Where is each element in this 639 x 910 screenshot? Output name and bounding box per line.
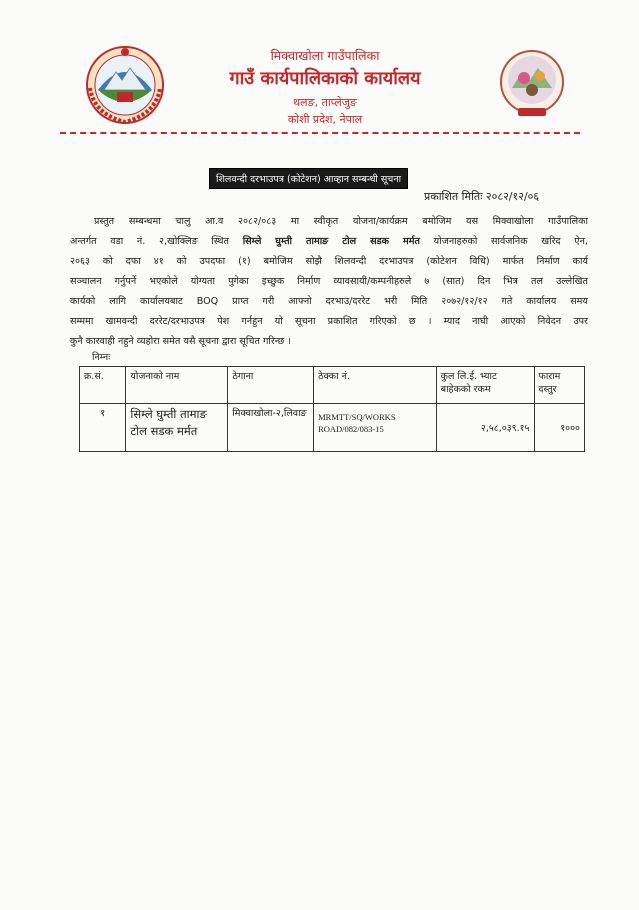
body-line: कार्यको लागि कार्यालयबाट BOQ प्राप्त गरी आफ्नो दरभाउ/दररेट भरी मिति २०७२/१२/१२ गते कार्यालय समय (70, 296, 588, 307)
table-row (80, 404, 585, 452)
body-line: प्रस्तुत सम्बन्धमा चालु आ.व २०८२/०८३ मा स्वीकृत योजना/कार्यक्रम बमोजिम यस मिक्वाखोला गाउँपालिका (94, 216, 588, 227)
header-amount: कुल लि.ई. भ्याट बाहेकको रकम (436, 367, 534, 404)
table-header-row (80, 367, 585, 404)
body-line: सम्ममा खामवन्दी दररेट/दरभाउपत्र पेश गर्नहुन यो सूचना प्रकाशित गरिएको छ । म्याद नाघी आएको निवेदन उपर (70, 316, 588, 327)
office-province: कोशी प्रदेश, नेपाल (287, 113, 363, 126)
header-project: योजनाको नाम (126, 367, 228, 404)
letterhead (180, 46, 470, 128)
notice-title: शिलवन्दी दरभाउपत्र (कोटेशन) आव्हान सम्बन्धी सूचना (209, 168, 408, 189)
cell-fee: १००० (534, 404, 585, 452)
project-table (79, 366, 585, 452)
header-divider (60, 132, 580, 134)
notice-body (70, 212, 588, 352)
body-line: २०६३ को दफा ४१ को उपदफा (१) बमोजिम सोझै शिलवन्दी दरभाउपत्र (कोटेशन विधि) मार्फत निर्माण कार्य (70, 256, 588, 267)
cell-amount: २,५८,०३९.१५ (436, 404, 534, 452)
body-line (70, 232, 588, 252)
body-line: कुनै कारवाही नहुने व्यहोरा समेत यसै सूचना द्वारा सूचित गरिन्छ । (70, 336, 291, 347)
body-text: योजनाहरुको सार्वजनिक खरिद ऐन, (419, 236, 588, 247)
cell-contract: MRMTT/SQ/WORKS ROAD/082/083-15 (314, 404, 437, 452)
project-name-emphasis: सिम्ले घुम्ती तामाङ टोल सडक मर्मत (242, 236, 420, 247)
office-name: गाउँ कार्यपालिकाको कार्यालय (229, 68, 421, 89)
header-fee: फाराम दस्तुर (534, 367, 585, 404)
published-date: प्रकाशित मितिः २०८२/१२/०६ (424, 190, 540, 203)
office-location: थलङ, ताप्लेजुङ (293, 96, 357, 109)
cell-sn: १ (80, 404, 126, 452)
cell-address: मिक्वाखोला-२,लिवाङ (228, 404, 314, 452)
header-contract: ठेक्का नं. (314, 367, 437, 404)
cell-project: सिम्ले घुम्ती तामाङ टोल सडक मर्मत (126, 404, 228, 452)
header-sn: क्र.सं. (80, 367, 126, 404)
below-label: निम्नः (92, 352, 111, 363)
body-text: अन्तर्गत वडा नं. २,खोक्लिङ स्थित (70, 236, 243, 247)
municipality-name: मिक्वाखोला गाउँपालिका (270, 48, 380, 63)
province-logo-icon (498, 48, 566, 120)
header-address: ठेगाना (228, 367, 314, 404)
body-line: सञ्चालन गर्नुपर्ने भएकोले योग्यता पुगेका इच्छुक निर्माण व्यावसायी/कम्पनीहरुले ७ (सात) दिन भित्र तल उल्लेखित (70, 276, 588, 287)
municipality-seal-icon (84, 44, 166, 126)
